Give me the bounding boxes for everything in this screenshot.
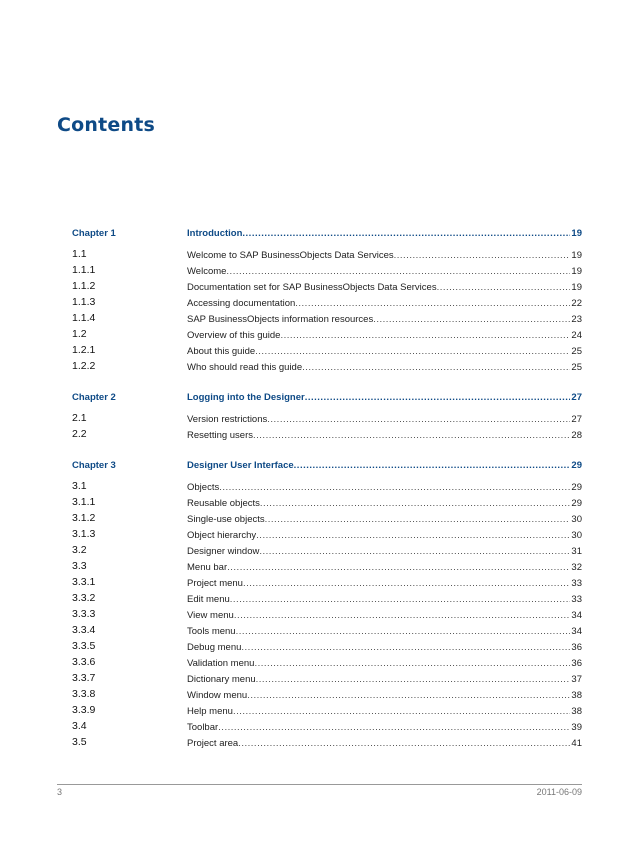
toc-page-number: 37 [571, 674, 582, 685]
dot-leader [226, 266, 570, 277]
toc-entry-link[interactable] [187, 298, 582, 309]
toc-page-number: 27 [571, 414, 582, 425]
toc-entry-title: Menu bar [187, 562, 228, 573]
toc-entry-link[interactable] [187, 738, 582, 749]
toc-chapter-row[interactable] [72, 224, 582, 248]
dot-leader [247, 690, 570, 701]
toc-entry-link[interactable] [187, 228, 582, 239]
toc-page-number: 29 [571, 498, 582, 509]
toc-page-number: 36 [571, 642, 582, 653]
dot-leader [255, 346, 570, 357]
toc-entry-title: About this guide [187, 346, 256, 357]
section-number: 2.2 [72, 428, 87, 440]
dot-leader [437, 282, 571, 293]
toc-row[interactable] [72, 656, 582, 672]
section-number: 1.1.2 [72, 280, 96, 292]
toc-entry-title: Logging into the Designer [187, 392, 305, 403]
dot-leader [265, 514, 571, 525]
toc-page-number: 33 [571, 594, 582, 605]
dot-leader [233, 706, 570, 717]
toc-row[interactable] [72, 512, 582, 528]
toc-entry-title: Resetting users [187, 430, 254, 441]
section-number: 3.3.1 [72, 576, 96, 588]
dot-leader [230, 594, 571, 605]
toc-entry-link[interactable] [187, 282, 582, 293]
toc-row[interactable] [72, 428, 582, 444]
toc-entry-link[interactable] [187, 414, 582, 425]
section-number: 3.1.1 [72, 496, 96, 508]
toc-page-number: 30 [571, 514, 582, 525]
section-number: 3.1.2 [72, 512, 96, 524]
dot-leader [227, 562, 570, 573]
toc-page-number: 19 [571, 250, 582, 261]
toc-entry-title: Object hierarchy [187, 530, 257, 541]
toc-row[interactable] [72, 412, 582, 428]
toc-row[interactable] [72, 344, 582, 360]
section-number: 3.3.3 [72, 608, 96, 620]
toc-row[interactable] [72, 328, 582, 344]
toc-entry-link[interactable] [187, 498, 582, 509]
section-number: 3.3.8 [72, 688, 96, 700]
toc-entry-link[interactable] [187, 346, 582, 357]
toc-entry-title: Help menu [187, 706, 233, 717]
toc-entry-link[interactable] [187, 514, 582, 525]
toc-entry-link[interactable] [187, 460, 582, 471]
dot-leader [242, 228, 570, 239]
toc-entry-link[interactable] [187, 690, 582, 701]
toc-row[interactable] [72, 640, 582, 656]
dot-leader [256, 674, 571, 685]
toc-page-number: 38 [571, 690, 582, 701]
toc-entry-title: Debug menu [187, 642, 242, 653]
section-number: 1.2.1 [72, 344, 96, 356]
dot-leader [236, 626, 571, 637]
toc-row[interactable] [72, 592, 582, 608]
toc-entry-link[interactable] [187, 430, 582, 441]
toc-row[interactable] [72, 560, 582, 576]
table-of-contents [72, 224, 582, 752]
toc-entry-title: Reusable objects [187, 498, 260, 509]
toc-chapter-row[interactable] [72, 456, 582, 480]
section-number: 1.1.1 [72, 264, 96, 276]
dot-leader [373, 314, 570, 325]
toc-entry-link[interactable] [187, 642, 582, 653]
toc-row[interactable] [72, 280, 582, 296]
dot-leader [218, 722, 570, 733]
toc-page-number: 36 [571, 658, 582, 669]
toc-entry-title: Window menu [187, 690, 248, 701]
toc-entry-link[interactable] [187, 626, 582, 637]
section-number: 1.1 [72, 248, 87, 260]
section-number: 3.1 [72, 480, 87, 492]
toc-page-number: 39 [571, 722, 582, 733]
toc-page-number: 33 [571, 578, 582, 589]
section-number: 1.2.2 [72, 360, 96, 372]
chapter-label: Chapter 3 [72, 460, 116, 471]
toc-page-number: 34 [571, 626, 582, 637]
toc-entry-title: Toolbar [187, 722, 219, 733]
toc-page-number: 19 [571, 266, 582, 277]
toc-page-number: 34 [571, 610, 582, 621]
toc-entry-link[interactable] [187, 722, 582, 733]
toc-page-number: 29 [571, 482, 582, 493]
toc-entry-link[interactable] [187, 362, 582, 373]
dot-leader [280, 330, 570, 341]
page-title: Contents [57, 114, 156, 136]
toc-entry-title: Edit menu [187, 594, 230, 605]
toc-entry-title: SAP BusinessObjects information resources [187, 314, 374, 325]
toc-page-number: 27 [571, 392, 582, 403]
toc-page-number: 22 [571, 298, 582, 309]
section-number: 3.5 [72, 736, 87, 748]
toc-entry-title: Tools menu [187, 626, 236, 637]
toc-row[interactable] [72, 608, 582, 624]
toc-entry-link[interactable] [187, 594, 582, 605]
section-number: 3.3 [72, 560, 87, 572]
toc-entry-title: Validation menu [187, 658, 255, 669]
toc-entry-link[interactable] [187, 562, 582, 573]
footer-page-number: 3 [57, 787, 63, 797]
toc-entry-title: Welcome [187, 266, 227, 277]
dot-leader [253, 430, 570, 441]
toc-row[interactable] [72, 264, 582, 280]
toc-entry-link[interactable] [187, 482, 582, 493]
toc-entry-title: Welcome to SAP BusinessObjects Data Services [187, 250, 394, 261]
toc-page-number: 25 [571, 362, 582, 373]
toc-row[interactable] [72, 528, 582, 544]
toc-row[interactable] [72, 704, 582, 720]
section-number: 1.1.4 [72, 312, 96, 324]
chapter-gap [72, 376, 582, 388]
dot-leader [295, 298, 570, 309]
section-number: 3.3.2 [72, 592, 96, 604]
dot-leader [260, 498, 571, 509]
toc-entry-title: Objects [187, 482, 220, 493]
toc-entry-title: Version restrictions [187, 414, 268, 425]
toc-page-number: 30 [571, 530, 582, 541]
toc-entry-title: Single-use objects [187, 514, 265, 525]
toc-entry-link[interactable] [187, 266, 582, 277]
dot-leader [394, 250, 571, 261]
section-number: 3.3.7 [72, 672, 96, 684]
toc-page-number: 28 [571, 430, 582, 441]
toc-page-number: 25 [571, 346, 582, 357]
toc-entry-title: View menu [187, 610, 234, 621]
toc-entry-title: Overview of this guide [187, 330, 281, 341]
toc-entry-link[interactable] [187, 658, 582, 669]
toc-page-number: 24 [571, 330, 582, 341]
toc-entry-title: Who should read this guide [187, 362, 303, 373]
toc-page-number: 29 [571, 460, 582, 471]
toc-row[interactable] [72, 496, 582, 512]
toc-row[interactable] [72, 688, 582, 704]
toc-row[interactable] [72, 296, 582, 312]
toc-entry-link[interactable] [187, 706, 582, 717]
dot-leader [256, 530, 570, 541]
toc-entry-link[interactable] [187, 546, 582, 557]
section-number: 3.2 [72, 544, 87, 556]
toc-row[interactable] [72, 624, 582, 640]
toc-entry-title: Accessing documentation [187, 298, 296, 309]
toc-entry-title: Designer window [187, 546, 260, 557]
toc-row[interactable] [72, 544, 582, 560]
section-number: 3.4 [72, 720, 87, 732]
toc-page-number: 41 [571, 738, 582, 749]
toc-row[interactable] [72, 576, 582, 592]
toc-page-number: 19 [571, 282, 582, 293]
toc-page-number: 32 [571, 562, 582, 573]
toc-entry-link[interactable] [187, 530, 582, 541]
section-number: 3.1.3 [72, 528, 96, 540]
footer-date: 2011-06-09 [536, 787, 582, 797]
toc-row[interactable] [72, 672, 582, 688]
dot-leader [302, 362, 570, 373]
section-number: 3.3.5 [72, 640, 96, 652]
toc-row[interactable] [72, 720, 582, 736]
toc-entry-link[interactable] [187, 578, 582, 589]
toc-page-number: 38 [571, 706, 582, 717]
footer-divider [57, 784, 582, 785]
toc-row[interactable] [72, 480, 582, 496]
toc-entry-title: Documentation set for SAP BusinessObjects Data Services [187, 282, 437, 293]
toc-entry-link[interactable] [187, 610, 582, 621]
dot-leader [294, 460, 571, 471]
chapter-gap [72, 444, 582, 456]
section-number: 3.3.4 [72, 624, 96, 636]
toc-entry-title: Introduction [187, 228, 243, 239]
toc-chapter-row[interactable] [72, 388, 582, 412]
toc-row[interactable] [72, 360, 582, 376]
toc-page-number: 31 [571, 546, 582, 557]
dot-leader [267, 414, 570, 425]
toc-entry-link[interactable] [187, 674, 582, 685]
dot-leader [259, 546, 570, 557]
toc-row[interactable] [72, 312, 582, 328]
dot-leader [238, 738, 570, 749]
toc-entry-title: Project menu [187, 578, 243, 589]
section-number: 3.3.6 [72, 656, 96, 668]
chapter-label: Chapter 1 [72, 228, 116, 239]
toc-page-number: 23 [571, 314, 582, 325]
toc-page-number: 19 [571, 228, 582, 239]
toc-entry-link[interactable] [187, 392, 582, 403]
section-number: 2.1 [72, 412, 87, 424]
dot-leader [219, 482, 570, 493]
toc-row[interactable] [72, 736, 582, 752]
dot-leader [305, 392, 571, 403]
toc-entry-title: Project area [187, 738, 239, 749]
section-number: 1.2 [72, 328, 87, 340]
dot-leader [254, 658, 570, 669]
dot-leader [243, 578, 570, 589]
toc-entry-link[interactable] [187, 314, 582, 325]
dot-leader [234, 610, 571, 621]
section-number: 1.1.3 [72, 296, 96, 308]
section-number: 3.3.9 [72, 704, 96, 716]
dot-leader [241, 642, 570, 653]
toc-entry-link[interactable] [187, 330, 582, 341]
toc-entry-title: Dictionary menu [187, 674, 256, 685]
chapter-label: Chapter 2 [72, 392, 116, 403]
toc-entry-link[interactable] [187, 250, 582, 261]
toc-row[interactable] [72, 248, 582, 264]
toc-entry-title: Designer User Interface [187, 460, 294, 471]
